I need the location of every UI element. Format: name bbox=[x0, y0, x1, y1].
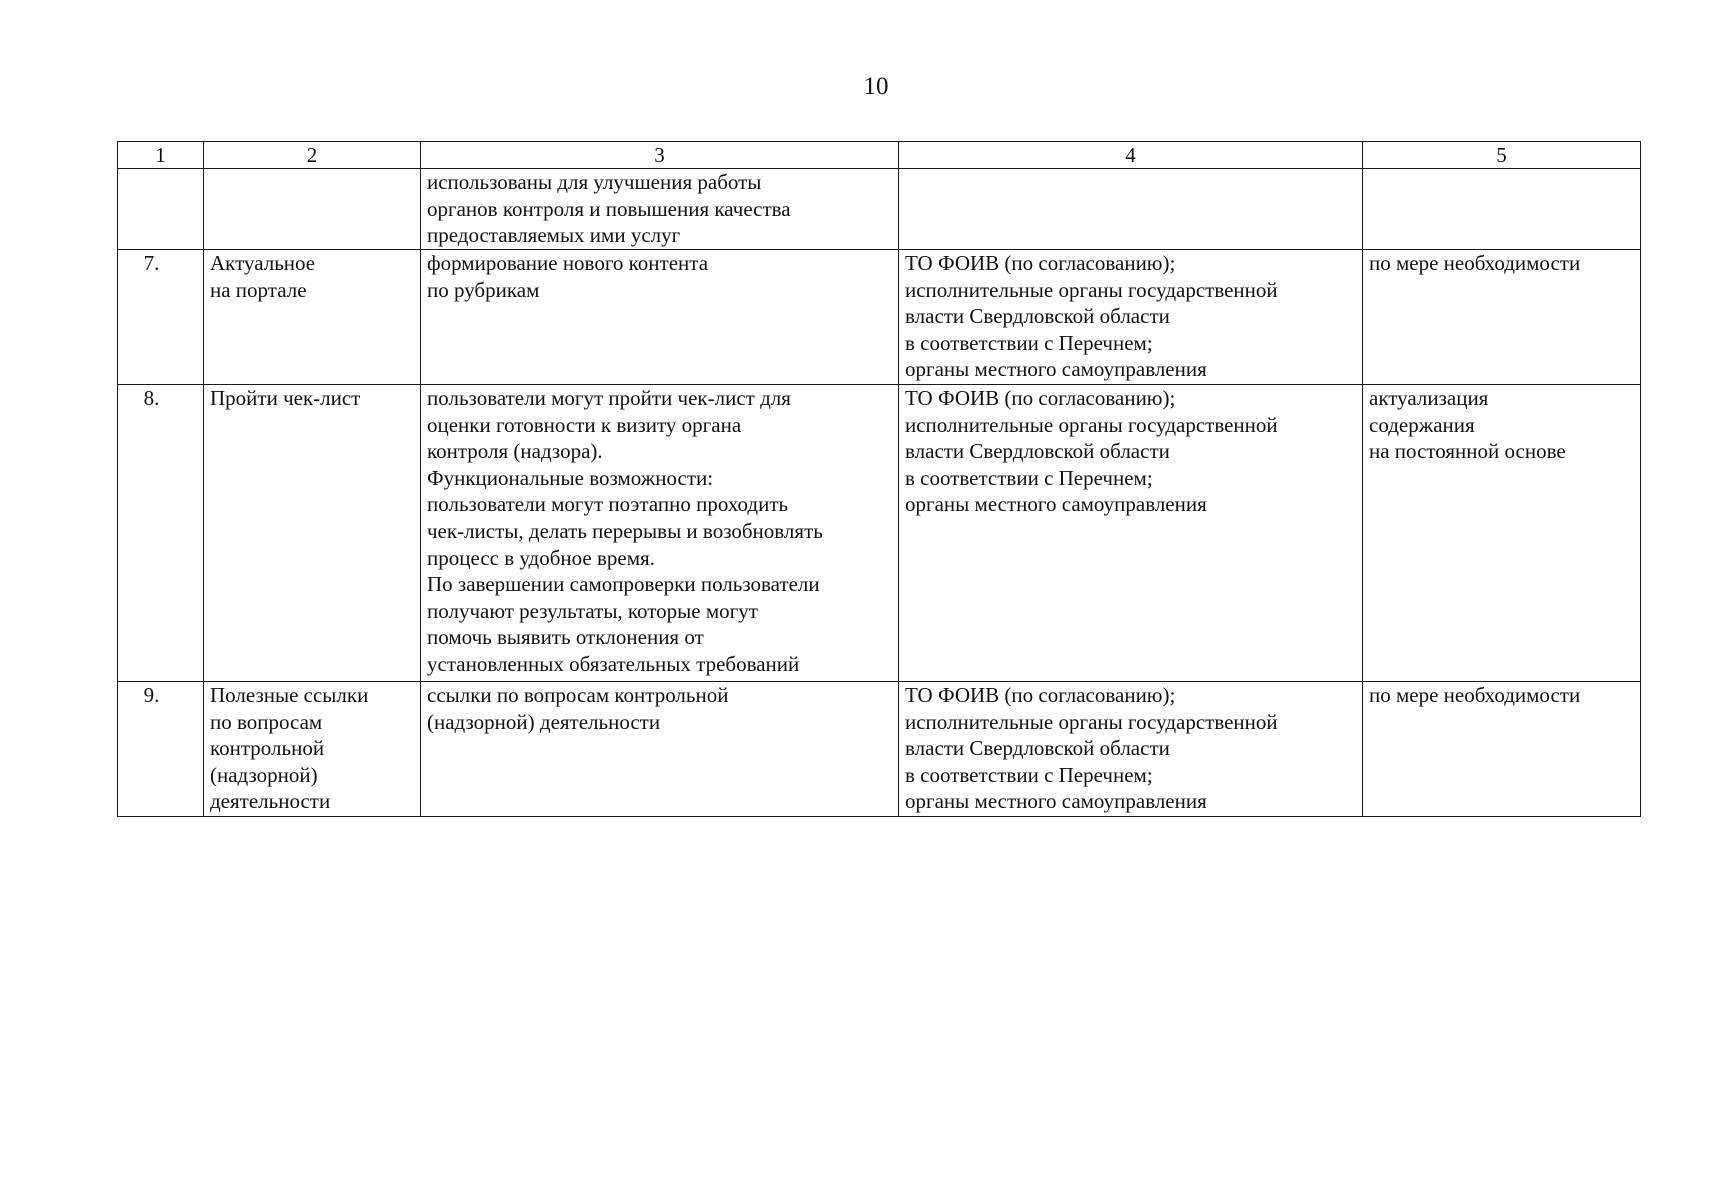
row-responsible-cell bbox=[899, 682, 1363, 817]
cell-text-line: в соответствии с Перечнем; bbox=[905, 762, 1153, 787]
cell-text-line: Функциональные возможности: bbox=[427, 465, 714, 490]
cell-text-line: процесс в удобное время. bbox=[427, 545, 655, 570]
row-description-cell bbox=[421, 682, 899, 817]
cell-text-line: контроля (надзора). bbox=[427, 439, 603, 464]
cell-text-line: предоставляемых ими услуг bbox=[427, 223, 681, 248]
cell-text-line: по мере необходимости bbox=[1369, 251, 1581, 275]
row-name-cell bbox=[204, 169, 421, 250]
cell-text-line: получают результаты, которые могут bbox=[427, 598, 758, 623]
cell-text-line: формирование нового контента bbox=[427, 251, 709, 275]
cell-text-line: органы местного самоуправления bbox=[905, 789, 1207, 814]
cell-text-line: использованы для улучшения работы bbox=[427, 170, 762, 194]
column-header: 5 bbox=[1363, 142, 1641, 169]
cell-text-line: исполнительные органы государственной bbox=[905, 277, 1278, 302]
table-row bbox=[118, 169, 1641, 250]
column-header: 3 bbox=[421, 142, 899, 169]
cell-text-line: в соответствии с Перечнем; bbox=[905, 330, 1153, 355]
row-responsible-cell bbox=[899, 385, 1363, 682]
cell-text-line: контрольной bbox=[210, 736, 325, 761]
cell-text-line: органы местного самоуправления bbox=[905, 357, 1207, 382]
measures-table bbox=[117, 141, 1641, 817]
table-row bbox=[118, 250, 1641, 385]
row-deadline-cell bbox=[1363, 250, 1641, 385]
row-description-cell bbox=[421, 250, 899, 385]
cell-text-line: деятельности bbox=[210, 789, 331, 814]
table-row bbox=[118, 682, 1641, 817]
row-number-cell: 8. bbox=[118, 385, 204, 682]
column-header: 2 bbox=[204, 142, 421, 169]
cell-text-line: (надзорной) деятельности bbox=[427, 709, 661, 734]
cell-text-line: Полезные ссылки bbox=[210, 683, 369, 707]
cell-text-line: по рубрикам bbox=[427, 277, 540, 302]
cell-text-line: власти Свердловской области bbox=[905, 439, 1170, 464]
cell-text-line: по вопросам bbox=[210, 709, 323, 734]
cell-text-line: ТО ФОИВ (по согласованию); bbox=[905, 386, 1176, 410]
cell-text-line: Актуальное bbox=[210, 251, 316, 275]
cell-text-line: помочь выявить отклонения от bbox=[427, 625, 704, 650]
cell-text-line: оценки готовности к визиту органа bbox=[427, 412, 742, 437]
cell-text-line: установленных обязательных требований bbox=[427, 651, 800, 676]
cell-text-line: в соответствии с Перечнем; bbox=[905, 465, 1153, 490]
row-deadline-cell bbox=[1363, 169, 1641, 250]
row-number-cell bbox=[118, 169, 204, 250]
row-responsible-cell bbox=[899, 169, 1363, 250]
cell-text-line: исполнительные органы государственной bbox=[905, 412, 1278, 437]
cell-text-line: власти Свердловской области bbox=[905, 304, 1170, 329]
cell-text-line: власти Свердловской области bbox=[905, 736, 1170, 761]
cell-text-line: (надзорной) bbox=[210, 762, 318, 787]
row-name-cell bbox=[204, 250, 421, 385]
row-name-cell bbox=[204, 682, 421, 817]
row-deadline-cell bbox=[1363, 385, 1641, 682]
row-name-cell bbox=[204, 385, 421, 682]
row-responsible-cell bbox=[899, 250, 1363, 385]
cell-text-line: По завершении самопроверки пользователи bbox=[427, 572, 820, 597]
row-description-cell bbox=[421, 169, 899, 250]
cell-text-line: актуализация bbox=[1369, 386, 1489, 410]
cell-text-line: чек-листы, делать перерывы и возобновлять bbox=[427, 518, 823, 543]
cell-text-line: на постоянной основе bbox=[1369, 439, 1566, 464]
cell-text-line: Пройти чек-лист bbox=[210, 386, 361, 410]
cell-text-line: исполнительные органы государственной bbox=[905, 709, 1278, 734]
row-number-cell: 9. bbox=[118, 682, 204, 817]
table-header-row bbox=[118, 142, 1641, 169]
cell-text-line: ТО ФОИВ (по согласованию); bbox=[905, 251, 1176, 275]
column-header: 4 bbox=[899, 142, 1363, 169]
cell-text-line: пользователи могут поэтапно проходить bbox=[427, 492, 789, 517]
cell-text-line: содержания bbox=[1369, 412, 1475, 437]
cell-text-line: по мере необходимости bbox=[1369, 683, 1581, 707]
cell-text-line: на портале bbox=[210, 277, 307, 302]
column-header: 1 bbox=[118, 142, 204, 169]
row-description-cell bbox=[421, 385, 899, 682]
page-number: 10 bbox=[863, 73, 889, 100]
row-deadline-cell bbox=[1363, 682, 1641, 817]
cell-text-line: ссылки по вопросам контрольной bbox=[427, 683, 729, 707]
table-row bbox=[118, 385, 1641, 682]
cell-text-line: органов контроля и повышения качества bbox=[427, 196, 791, 221]
row-number-cell: 7. bbox=[118, 250, 204, 385]
cell-text-line: ТО ФОИВ (по согласованию); bbox=[905, 683, 1176, 707]
cell-text-line: органы местного самоуправления bbox=[905, 492, 1207, 517]
cell-text-line: пользователи могут пройти чек-лист для bbox=[427, 386, 791, 410]
